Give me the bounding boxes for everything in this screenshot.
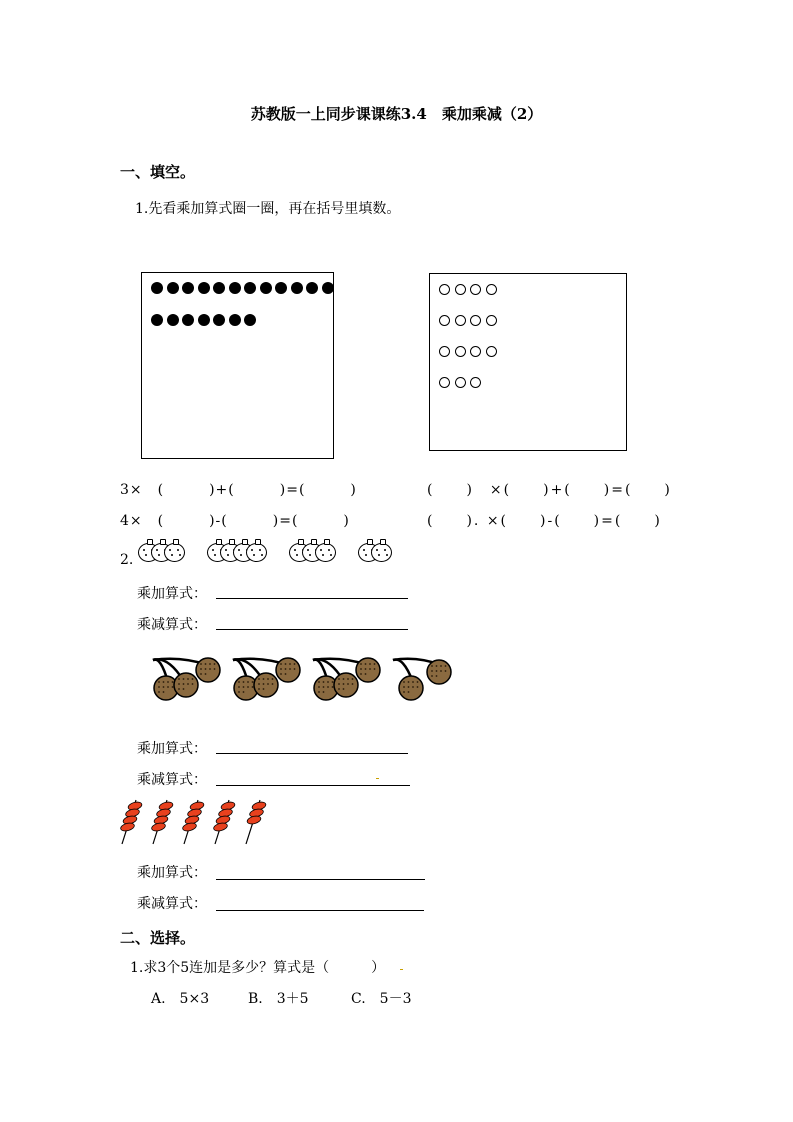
cherry-texture bbox=[238, 691, 240, 693]
skewer bbox=[213, 800, 236, 844]
orange-speck bbox=[384, 549, 386, 551]
orange-speck bbox=[171, 554, 173, 556]
cherry-group bbox=[313, 658, 380, 700]
skewer-mult-sub-label: 乘减算式： bbox=[137, 896, 207, 912]
cherry-texture bbox=[263, 683, 265, 685]
open-circle bbox=[470, 377, 481, 388]
open-circle bbox=[455, 284, 466, 295]
orange-mult-add-answer-line[interactable] bbox=[216, 598, 408, 599]
orange-speck bbox=[212, 549, 214, 551]
cherry-texture bbox=[343, 683, 345, 685]
filled-dot bbox=[167, 282, 179, 294]
cherry-texture bbox=[243, 681, 245, 683]
cherry-texture bbox=[403, 691, 405, 693]
orange-mult-sub-label: 乘减算式： bbox=[137, 617, 207, 633]
filled-dot bbox=[275, 282, 287, 294]
filled-dot bbox=[260, 282, 272, 294]
cherry-texture bbox=[352, 678, 354, 680]
cherry-texture bbox=[280, 663, 282, 665]
cherry-texture bbox=[272, 683, 274, 685]
orange-speck bbox=[158, 554, 160, 556]
open-circles-box bbox=[429, 273, 627, 451]
cherry-texture bbox=[258, 683, 260, 685]
cherry-texture bbox=[172, 686, 174, 688]
cherry-texture bbox=[343, 688, 345, 690]
filled-dot bbox=[291, 282, 303, 294]
cherry-texture bbox=[408, 681, 410, 683]
cherry-texture bbox=[343, 678, 345, 680]
cherry-icon bbox=[174, 673, 198, 697]
cherry-texture bbox=[417, 686, 419, 688]
orange-speck bbox=[322, 554, 324, 556]
cherry-texture bbox=[209, 668, 211, 670]
open-circle bbox=[470, 284, 481, 295]
cherry-texture bbox=[205, 663, 207, 665]
open-circle bbox=[455, 346, 466, 357]
skewer bbox=[246, 800, 267, 844]
cherry-texture bbox=[158, 686, 160, 688]
cherry-bunch-icon bbox=[145, 650, 455, 705]
filled-dot bbox=[229, 282, 241, 294]
cherry-texture bbox=[365, 663, 367, 665]
orange-speck bbox=[330, 554, 332, 556]
cherry-texture bbox=[205, 668, 207, 670]
cherry-texture bbox=[352, 683, 354, 685]
cherry-mult-add-label: 乘加算式： bbox=[137, 741, 207, 757]
filled-dot bbox=[213, 314, 225, 326]
cherry-group bbox=[393, 659, 451, 700]
cherry-texture bbox=[247, 681, 249, 683]
cherry-texture bbox=[360, 663, 362, 665]
filled-dot bbox=[244, 282, 256, 294]
skewer-mult-add-label: 乘加算式： bbox=[137, 865, 207, 881]
cherry-texture bbox=[167, 686, 169, 688]
cherry-texture bbox=[403, 686, 405, 688]
cherry-texture bbox=[163, 681, 165, 683]
filled-dot bbox=[167, 314, 179, 326]
orange-speck bbox=[307, 549, 309, 551]
open-circle bbox=[470, 346, 481, 357]
cherry-texture bbox=[285, 673, 287, 675]
cherry-texture bbox=[183, 678, 185, 680]
cherry-texture bbox=[238, 686, 240, 688]
orange-icon bbox=[246, 543, 267, 562]
cherry-texture bbox=[347, 683, 349, 685]
cherry-texture bbox=[289, 663, 291, 665]
page-title: 苏教版一上同步课课练3.4 乘加乘减（2） bbox=[250, 105, 543, 123]
cherry-icon bbox=[196, 658, 220, 682]
orange-icon bbox=[315, 543, 336, 562]
cherry-texture bbox=[338, 688, 340, 690]
cherry-texture bbox=[338, 678, 340, 680]
cherry-icon bbox=[334, 673, 358, 697]
cherry-texture bbox=[374, 668, 376, 670]
cherry-group bbox=[233, 658, 300, 700]
section-heading-choice: 二、选择。 bbox=[120, 929, 196, 947]
cherry-texture bbox=[214, 668, 216, 670]
cherry-texture bbox=[238, 681, 240, 683]
cherry-texture bbox=[369, 663, 371, 665]
haw-piece bbox=[246, 815, 261, 826]
haw-piece bbox=[182, 822, 197, 833]
cherry-texture bbox=[289, 668, 291, 670]
orange-speck bbox=[240, 554, 242, 556]
cherry-texture bbox=[263, 688, 265, 690]
cherry-texture bbox=[263, 678, 265, 680]
orange-speck bbox=[156, 549, 158, 551]
cherry-texture bbox=[178, 683, 180, 685]
filled-dot bbox=[244, 314, 256, 326]
open-circle bbox=[455, 315, 466, 326]
cherry-texture bbox=[243, 686, 245, 688]
cherry-texture bbox=[285, 668, 287, 670]
open-circle bbox=[439, 377, 450, 388]
cherry-texture bbox=[183, 688, 185, 690]
open-circle bbox=[486, 315, 497, 326]
cherry-mult-sub-answer-line[interactable] bbox=[216, 785, 410, 786]
stray-mark bbox=[376, 778, 379, 779]
right-equation-mult-add: ( ) ×( )+( )=( ) bbox=[427, 482, 672, 498]
skewer bbox=[120, 800, 143, 844]
cherry-texture bbox=[365, 673, 367, 675]
cherry-texture bbox=[280, 673, 282, 675]
cherry-texture bbox=[338, 683, 340, 685]
left-equation-mult-add: 3× ( )+( )=( ) bbox=[120, 482, 357, 498]
cherry-texture bbox=[323, 691, 325, 693]
cherry-icon bbox=[356, 658, 380, 682]
orange-speck bbox=[328, 549, 330, 551]
open-circle bbox=[470, 315, 481, 326]
cherry-texture bbox=[294, 668, 296, 670]
cherry-texture bbox=[192, 683, 194, 685]
filled-dots-box bbox=[141, 272, 334, 459]
choice-1-prompt: 1.求3个5连加是多少？算式是（ ） bbox=[130, 960, 386, 976]
cherry-texture bbox=[205, 673, 207, 675]
cherry-texture bbox=[417, 681, 419, 683]
choice-option-c[interactable]: C. 5－3 bbox=[351, 991, 412, 1007]
cherry-texture bbox=[365, 668, 367, 670]
orange-icon bbox=[371, 543, 392, 562]
cherry-texture bbox=[167, 681, 169, 683]
cherry-texture bbox=[412, 681, 414, 683]
filled-dot bbox=[198, 314, 210, 326]
orange-speck bbox=[320, 549, 322, 551]
right-equation-mult-sub: ( ). ×( )-( )=( ) bbox=[427, 513, 662, 529]
cherry-texture bbox=[318, 686, 320, 688]
cherry-texture bbox=[332, 686, 334, 688]
cherry-texture bbox=[209, 663, 211, 665]
cherry-texture bbox=[158, 681, 160, 683]
filled-dot bbox=[229, 314, 241, 326]
cherry-mult-sub-label: 乘减算式： bbox=[137, 772, 207, 788]
orange-speck bbox=[143, 549, 145, 551]
cherry-texture bbox=[327, 681, 329, 683]
cherry-texture bbox=[178, 678, 180, 680]
orange-speck bbox=[378, 554, 380, 556]
orange-speck bbox=[227, 554, 229, 556]
orange-mult-sub-answer-line[interactable] bbox=[216, 629, 408, 630]
cherry-texture bbox=[440, 665, 442, 667]
cherry-texture bbox=[187, 678, 189, 680]
cherry-texture bbox=[252, 686, 254, 688]
cherry-texture bbox=[323, 686, 325, 688]
cherry-texture bbox=[187, 683, 189, 685]
cherry-texture bbox=[163, 691, 165, 693]
orange-speck bbox=[253, 554, 255, 556]
orange-speck bbox=[365, 554, 367, 556]
haw-piece bbox=[151, 822, 166, 833]
orange-speck bbox=[363, 549, 365, 551]
cherry-texture bbox=[318, 691, 320, 693]
cherry-texture bbox=[247, 686, 249, 688]
cherry-icon bbox=[276, 658, 300, 682]
cherry-texture bbox=[369, 668, 371, 670]
cherry-icon bbox=[254, 673, 278, 697]
haw-piece bbox=[120, 822, 135, 833]
cherry-texture bbox=[347, 678, 349, 680]
orange-speck bbox=[238, 549, 240, 551]
stray-mark bbox=[400, 969, 403, 970]
cherry-texture bbox=[267, 683, 269, 685]
orange-speck bbox=[259, 549, 261, 551]
filled-dot bbox=[151, 282, 163, 294]
question-1-prompt: 1.先看乘加算式圈一圈，再在括号里填数。 bbox=[135, 201, 401, 217]
filled-dot bbox=[322, 282, 334, 294]
orange-speck bbox=[261, 554, 263, 556]
choice-option-a[interactable]: A. 5×3 bbox=[151, 991, 210, 1007]
cherry-texture bbox=[163, 686, 165, 688]
cherry-texture bbox=[272, 678, 274, 680]
cherry-texture bbox=[158, 691, 160, 693]
cherry-texture bbox=[436, 670, 438, 672]
cherry-texture bbox=[267, 678, 269, 680]
orange-speck bbox=[169, 549, 171, 551]
open-circle bbox=[486, 346, 497, 357]
skewer-mult-add-answer-line[interactable] bbox=[216, 879, 425, 880]
skewer bbox=[182, 800, 205, 844]
cherry-group bbox=[153, 658, 220, 700]
orange-speck bbox=[386, 554, 388, 556]
cherry-texture bbox=[200, 673, 202, 675]
cherry-texture bbox=[332, 681, 334, 683]
open-circle bbox=[439, 284, 450, 295]
filled-dot bbox=[198, 282, 210, 294]
candied-haws-skewer-icon bbox=[118, 798, 283, 848]
orange-speck bbox=[177, 549, 179, 551]
cherry-texture bbox=[243, 691, 245, 693]
filled-dot bbox=[213, 282, 225, 294]
orange-speck bbox=[214, 554, 216, 556]
cherry-texture bbox=[172, 681, 174, 683]
left-equation-mult-sub: 4× ( )-( )=( ) bbox=[120, 513, 350, 529]
cherry-texture bbox=[192, 678, 194, 680]
cherry-texture bbox=[258, 678, 260, 680]
choice-option-b[interactable]: B. 3＋5 bbox=[248, 991, 309, 1007]
cherry-texture bbox=[252, 681, 254, 683]
haw-piece bbox=[213, 822, 228, 833]
filled-dot bbox=[306, 282, 318, 294]
cherry-texture bbox=[440, 670, 442, 672]
cherry-texture bbox=[436, 675, 438, 677]
cherry-texture bbox=[403, 681, 405, 683]
cherry-texture bbox=[360, 668, 362, 670]
cherry-texture bbox=[323, 681, 325, 683]
cherry-texture bbox=[318, 681, 320, 683]
open-circle bbox=[439, 346, 450, 357]
cherry-texture bbox=[445, 665, 447, 667]
cherry-texture bbox=[408, 686, 410, 688]
cherry-texture bbox=[200, 668, 202, 670]
cherry-texture bbox=[285, 663, 287, 665]
orange-speck bbox=[179, 554, 181, 556]
cherry-texture bbox=[374, 663, 376, 665]
cherry-texture bbox=[258, 688, 260, 690]
orange-speck bbox=[309, 554, 311, 556]
cherry-texture bbox=[178, 688, 180, 690]
cherry-texture bbox=[183, 683, 185, 685]
filled-dot bbox=[182, 282, 194, 294]
cherry-texture bbox=[200, 663, 202, 665]
orange-speck bbox=[251, 549, 253, 551]
orange-speck bbox=[294, 549, 296, 551]
orange-speck bbox=[225, 549, 227, 551]
orange-speck bbox=[376, 549, 378, 551]
cherry-texture bbox=[214, 663, 216, 665]
skewer bbox=[151, 800, 174, 844]
cherry-icon bbox=[427, 660, 451, 684]
filled-dot bbox=[182, 314, 194, 326]
cherry-texture bbox=[436, 665, 438, 667]
orange-mult-add-label: 乘加算式： bbox=[137, 586, 207, 602]
cherry-texture bbox=[445, 670, 447, 672]
question-2-number: 2. bbox=[120, 552, 134, 568]
cherry-texture bbox=[408, 691, 410, 693]
open-circle bbox=[439, 315, 450, 326]
cherry-texture bbox=[360, 673, 362, 675]
open-circle bbox=[486, 284, 497, 295]
cherry-texture bbox=[412, 686, 414, 688]
open-circle bbox=[455, 377, 466, 388]
cherry-texture bbox=[327, 686, 329, 688]
orange-speck bbox=[145, 554, 147, 556]
orange-icon bbox=[164, 543, 185, 562]
cherry-texture bbox=[431, 670, 433, 672]
section-heading-fill-blank: 一、填空。 bbox=[120, 163, 196, 181]
filled-dot bbox=[151, 314, 163, 326]
cherry-mult-add-answer-line[interactable] bbox=[216, 753, 408, 754]
cherry-texture bbox=[280, 668, 282, 670]
skewer-mult-sub-answer-line[interactable] bbox=[216, 910, 424, 911]
cherry-icon bbox=[399, 676, 423, 700]
orange-speck bbox=[296, 554, 298, 556]
cherry-texture bbox=[431, 665, 433, 667]
cherry-texture bbox=[294, 663, 296, 665]
cherry-texture bbox=[431, 675, 433, 677]
